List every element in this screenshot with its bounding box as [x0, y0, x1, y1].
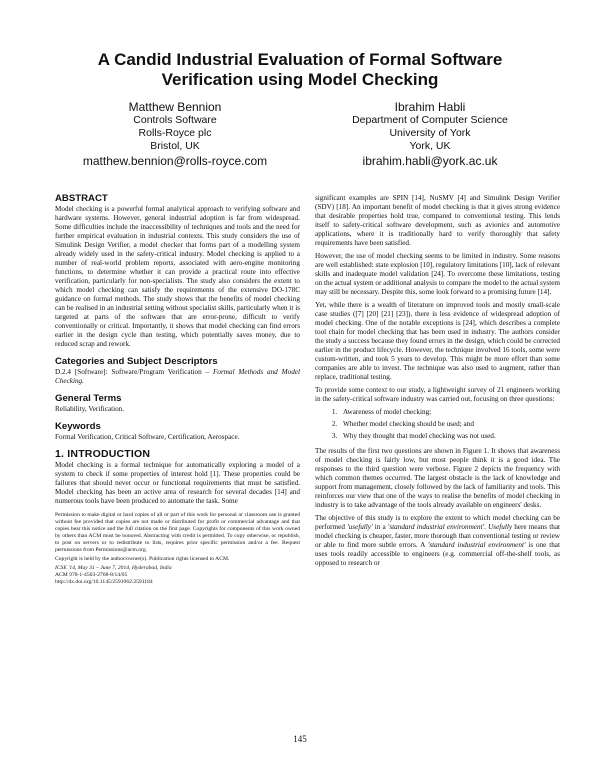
introduction-heading [55, 450, 300, 459]
right-column [315, 194, 560, 572]
author-affiliation: Rolls-Royce plc [138, 127, 212, 139]
body-paragraph [315, 514, 560, 568]
body-paragraph: However, the use of model checking seems to be limited in industry. Some reasons are well established: state explosion [10], regulatory limitations [10], lack of relevant skills and inadequate model validation [24]. To overcome these limitations, testing on the actual system or additional analysis to compare the model to the actual system may still be necessary. Despite this, some look forward to a promising future [14]. [315, 252, 560, 296]
keywords-text: Formal Verification, Critical Software, Certification, Aerospace. [55, 433, 240, 441]
body-paragraph: significant examples are SPIN [14], NuSMV [4] and Simulink Design Verifier (SDV) [18]. An important benefit of model checking is that it gives strong evidence that desirable properties hold true, compared to conventional testing. This lends itself to safety-critical software development, such as avionics and automotive applications, where it is traditionally hard to verify thoroughly that safety requirements have been satisfied. [315, 194, 560, 247]
survey-questions-list [315, 408, 560, 441]
author-location: York, UK [409, 140, 451, 152]
section-number: 1. [55, 448, 65, 460]
doi-link[interactable]: http://dx.doi.org/10.1145/2591062.2591184 [55, 579, 153, 585]
page-number: 145 [293, 734, 307, 744]
general-terms-text: Reliability, Verification. [55, 405, 125, 413]
abstract-heading: ABSTRACT [55, 193, 108, 204]
copyright-notice: Copyright is held by the author/owner(s). Publication rights licensed to ACM. [55, 556, 230, 562]
text-run-italic: Usefully [488, 523, 513, 531]
introduction-text: Model checking is a formal technique for automatically exploring a model of a system to check if some properties of interest hold [1]. These properties could be failures that should never occur or functional requirements that must be satisfied. Model checking has been an active area of research for several decades [14] and numerous tools have been produced to automate the task. Some [55, 461, 300, 505]
author-block-2 [320, 100, 540, 169]
conference-info: ICSE '14, May 31 – June 7, 2014, Hyderabad, India [55, 565, 172, 571]
copyright-footnote [55, 512, 300, 586]
acm-isbn: ACM 978-1-4503-2768-8/14/05 [55, 572, 128, 578]
text-run: in a [372, 523, 388, 531]
author-affiliation: Controls Software [133, 114, 217, 126]
text-run: is one that uses tools readily accessible to engineers (e.g. commercial off-the-shelf tools, as opposed to research or [315, 541, 560, 567]
text-run-italic: 'usefully' [347, 523, 373, 531]
author-affiliation: University of York [389, 127, 471, 139]
paper-title [40, 50, 560, 90]
left-column [55, 194, 300, 586]
section-title: INTRODUCTION [67, 448, 151, 460]
author-email[interactable]: matthew.bennion@rolls-royce.com [82, 154, 268, 168]
author-email[interactable]: ibrahim.habli@york.ac.uk [362, 154, 498, 168]
list-item: 3. Why they thought that model checking was not used. [339, 432, 560, 441]
abstract-text: Model checking is a powerful formal analytical approach to verifying software and hardware systems. However, general industrial adoption is far from widespread. Some difficulties include the inaccessibility of techniques and tools and the need for further empirical evaluation in industrial contexts. This study considers the use of Simulink Design Verifier, a model checker that forms part of a modelling system already widely used in the safety-critical industry. Model checking is applied to a number of real-world problem reports, associated with aero-engine monitoring functions, to determine whether it can provide a practical route into effective verification, particularly for non-specialists. The study also considers the extent to which model checking can satisfy the requirements of the extensive DO-178C guidance on formal methods. The study shows that the benefits of model checking can be realised in an industrial setting without specialist skills, particularly when it is targeted at parts of the software that are error-prone, difficult to verify conventionally or critical. Importantly, it shows that model checking can find errors earlier in the design cycle than testing, which potentially saves money, due to reduced scrap and rework. [55, 205, 300, 348]
author-name: Ibrahim Habli [394, 100, 466, 114]
general-terms-heading: General Terms [55, 393, 122, 404]
categories-heading: Categories and Subject Descriptors [55, 356, 218, 367]
title-line-1: A Candid Industrial Evaluation of Formal Software [97, 50, 503, 69]
categories-descriptor: D.2.4 [Software]: Software/Program Verification – [55, 368, 210, 376]
author-location: Bristol, UK [150, 140, 200, 152]
categories-text [55, 368, 300, 386]
author-block-1 [65, 100, 285, 169]
text-run: here means that model checking is cheaper, faster, more thorough than conventional testing or review or able to find more subtle errors. A [315, 523, 561, 549]
title-line-2: Verification using Model Checking [161, 70, 439, 89]
author-affiliation: Department of Computer Science [352, 114, 508, 126]
permission-notice: Permission to make digital or hard copies of all or part of this work for personal or classroom use is granted without fee provided that copies are not made or distributed for profit or commercial advantage and that copies bear this notice and the full citation on the first page. Copyrights for components of this work owned by others than ACM must be honored. Abstracting with credit is permitted. To copy otherwise, or republish, to post on servers or to redistribute to lists, requires prior specific permission and/or a fee. Request permissions from Permissions@acm.org. [55, 512, 300, 553]
author-name: Matthew Bennion [128, 100, 222, 114]
text-run-italic: 'standard industrial environment' [427, 541, 526, 549]
body-paragraph: Yet, while there is a wealth of literature on improved tools and mostly small-scale case studies ([7] [20] [21] [23]), there is less evidence of widespread adoption of model checking. One of the notable exceptions is [24], which describes a complete tool chain for model checking that has been used in industry. The authors consider the study a success because they found errors in the design, which could be corrected earlier in the product lifecycle. However, the technique involved 16 tools, some were custom-written, and took 5 years to develop. This might be more effort than some companies are able to invest. The technique was also used to augment, rather than replace, traditional testing. [315, 301, 560, 381]
list-item: 2. Whether model checking should be used; and [339, 420, 560, 429]
text-run: The objective of this study is to explore the extent to which model checking can be performed [315, 514, 560, 531]
body-paragraph: To provide some context to our study, a lightweight survey of 21 engineers working in the safety-critical software industry was carried out, focusing on three questions: [315, 386, 560, 403]
text-run: . [484, 523, 489, 531]
list-item: 1. Awareness of model checking; [339, 408, 560, 417]
text-run-italic: 'standard industrial environment' [387, 523, 485, 531]
keywords-heading: Keywords [55, 421, 101, 432]
categories-italic: Formal Methods and Model Checking. [55, 368, 300, 385]
body-paragraph: The results of the first two questions are shown in Figure 1. It shows that awareness of model checking is fairly low, but most people think it is a good idea. The responses to the third question were verbose. Figure 2 depicts the frequency with which common themes occurred. The largest obstacle is the lack of knowledge and support from management, closely followed by the lack of familiarity and tools. This reinforces our view that one of the ways to realise the benefits of model checking in industry is to take advantage of the tools already available on engineers' desks. [315, 447, 560, 509]
